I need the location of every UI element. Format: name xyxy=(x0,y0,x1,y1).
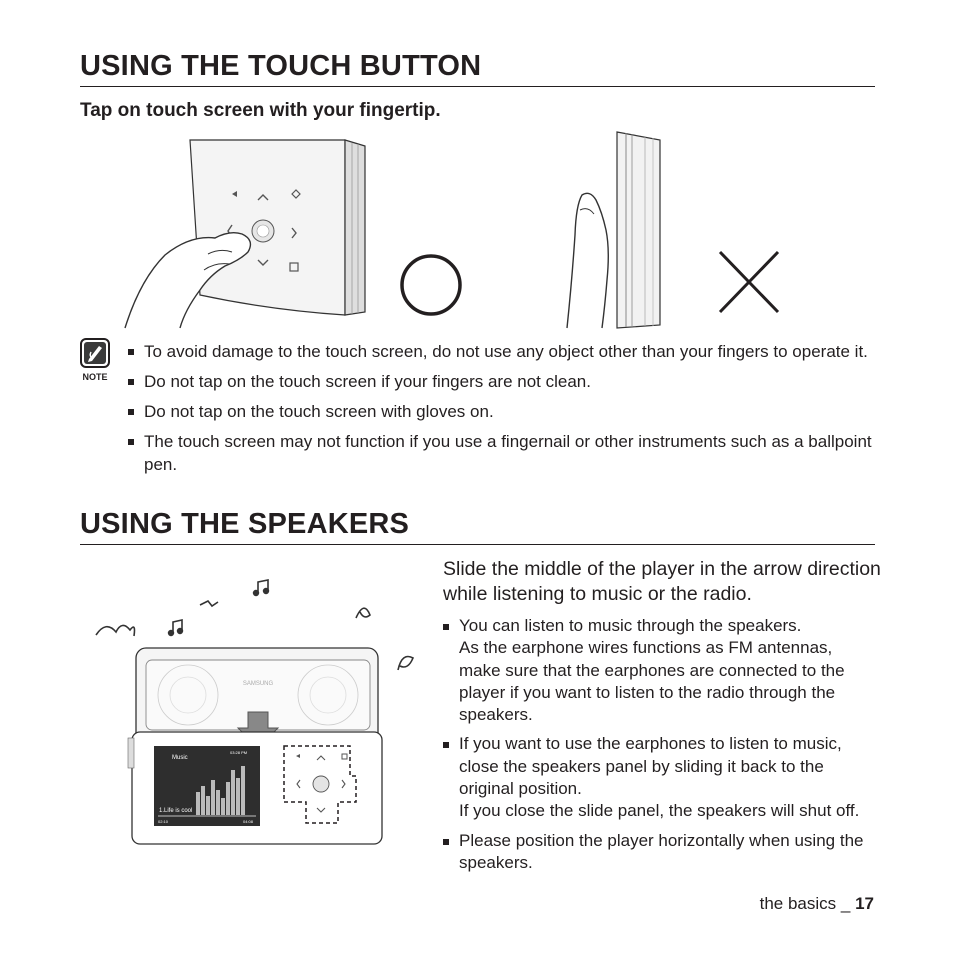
player-body xyxy=(128,732,382,844)
note-item: Do not tap on the touch screen with gloves on. xyxy=(128,400,873,423)
correct-circle-icon xyxy=(402,256,460,314)
brand-label: SAMSUNG xyxy=(242,681,274,687)
speakers-intro: Slide the middle of the player in the arrow direction while listening to music or the radio. xyxy=(443,558,881,605)
screen-elapsed: 02:10 xyxy=(158,819,169,824)
fingernail-illustration xyxy=(567,193,608,328)
note-item: Do not tap on the touch screen if your fingers are not clean. xyxy=(128,370,873,393)
section-divider xyxy=(80,544,875,545)
note-label: NOTE xyxy=(82,372,108,382)
section-subtitle: Tap on touch screen with your fingertip. xyxy=(80,100,441,121)
wrong-cross-icon xyxy=(720,252,778,312)
section-title-speakers: USING THE SPEAKERS xyxy=(80,508,410,540)
note-item: The touch screen may not function if you use a fingernail or other instruments such as a ballpoint pen. xyxy=(128,430,873,476)
note-item: To avoid damage to the touch screen, do not use any object other than your fingers to operate it. xyxy=(128,340,873,363)
screen-total: 04:08 xyxy=(243,819,254,824)
page-number: 17 xyxy=(855,894,874,913)
note-pencil-icon xyxy=(80,338,110,368)
screen-track: 1.Life is cool xyxy=(159,808,193,814)
note-list xyxy=(128,340,873,483)
touch-illustration xyxy=(120,130,820,330)
speakers-list xyxy=(443,615,873,881)
screen-category: Music xyxy=(172,755,188,761)
speakers-item: Please position the player horizontally when using the speakers. xyxy=(443,830,873,875)
speakers-item: You can listen to music through the speakers. As the earphone wires functions as FM antennas, make sure that the earphones are connected to the player if you want to listen to the radio through the speakers. xyxy=(443,615,873,726)
screen-time: 03:28 PM xyxy=(230,750,248,755)
speakers-item: If you want to use the earphones to listen to music, close the speakers panel by sliding it back to the original position. If you close the slide panel, the speakers will shut off. xyxy=(443,733,873,822)
device-side-illustration xyxy=(617,132,660,328)
footer-section: the basics _ xyxy=(759,894,856,913)
section-title-touch-button: USING THE TOUCH BUTTON xyxy=(80,50,482,82)
speaker-illustration xyxy=(88,570,428,855)
device-front-illustration xyxy=(190,140,365,315)
section-divider xyxy=(80,86,875,87)
page-footer xyxy=(760,894,874,914)
